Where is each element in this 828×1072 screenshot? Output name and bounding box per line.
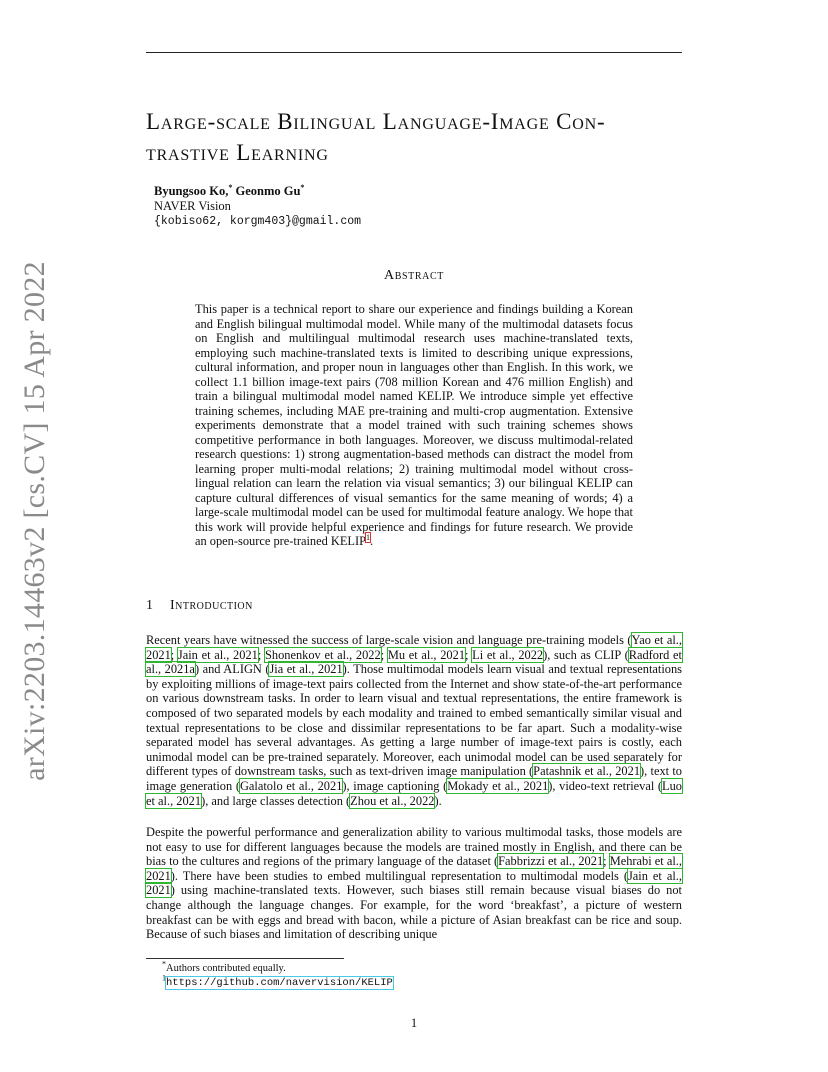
citation-link[interactable]: Luo et al., 2021 [146,778,683,808]
text-run: ). Those multimodal models learn visual and textual representations by exploiting millions of image-text pairs collected from the Internet and show state-of-the-art performance on various downstream tasks. In order to learn visual and textual representations, the entire framework is composed of two separated models by each modality and trained to embed semantically similar visual and textual representations to be close and dissimilar representations to be far apart. Such a modality-wise separated model has several advantages. As getting a large number of image-text pairs is costly, each unimodal model can be pre-trained separately. Moreover, each unimodal model can be used separately for different types of downstream tasks, such as text-driven image manipulation ( [146,662,682,779]
text-run: ), and large classes detection ( [201,793,351,808]
text-run: ; [257,647,265,662]
citation-link[interactable]: Galatolo et al., 2021 [239,778,343,793]
footnote-star-mark: * [162,959,166,969]
intro-paragraph-2 [146,825,682,942]
abstract-end: . [370,534,374,548]
text-run: Recent years have witnessed the success of large-scale vision and language pre-training models ( [146,633,632,647]
paper-title: Large-scale Bilingual Language-Image Con- trastive Learning [146,109,606,165]
arxiv-id-text: arXiv:2203.14463v2 [cs.CV] 15 Apr 2022 [18,261,51,781]
footnote-1-mark: 1 [162,973,166,983]
text-run: ), image captioning ( [342,778,448,793]
citation-link[interactable]: Patashnik et al., 2021 [533,764,641,779]
author-names [154,184,554,199]
author-block [154,184,554,229]
text-run: ; [170,647,178,662]
text-run: ). [434,793,442,808]
citation-link[interactable]: Yao et al., 2021 [146,633,682,662]
top-rule [146,52,682,53]
text-run: ), video-text retrieval ( [548,778,663,793]
text-run: Despite the powerful performance and generalization ability to various multimodal tasks, those models are not easy to use for different languages because the models are trained mostly in English, and there can be bias to the cultures and regions of the primary language of the dataset ( [146,825,682,869]
affiliation: NAVER Vision [154,199,231,213]
arxiv-side-stamp [12,261,58,781]
page-number: 1 [410,1016,418,1030]
citation-link[interactable]: Jain et al., 2021 [146,868,683,898]
text-run: ; [380,647,388,662]
author-email: {kobiso62, korgm403}@gmail.com [154,215,362,228]
citation-link[interactable]: Radford et al., 2021a [146,647,682,677]
footnote-1 [162,973,662,990]
citation-link[interactable]: Mehrabi et al., 2021 [146,854,682,883]
text-run: ) using machine-translated texts. However, such biases still remain because visual biases do not change although the language changes. For example, for the word ‘breakfast’, a picture of western breakfast can be with eggs and bread with bacon, while a picture of Asian breakfast can be rice and soup. Because of such biases and limitation of describing unique [146,883,682,942]
text-run: ) and ALIGN ( [194,662,270,677]
author-2: Geonmo Gu [232,184,301,198]
citation-link[interactable]: Shonenkov et al., 2022 [264,647,381,662]
section-title: Introduction [170,598,253,613]
text-run: ), such as CLIP ( [543,647,629,662]
intro-paragraph-1 [146,633,682,808]
text-run: ), text to image generation ( [146,764,682,793]
citation-link[interactable]: Li et al., 2022 [472,647,544,662]
footnote-equal-contribution [162,959,662,976]
section-number: 1 [146,598,154,613]
equal-contribution-mark-2: * [300,182,305,192]
footnote-link-1[interactable]: 1 [366,532,370,542]
equal-contribution-mark-1: * [228,182,233,192]
citation-link[interactable]: Fabbrizzi et al., 2021 [498,854,604,869]
text-run: ; [465,647,473,662]
text-run: ). There have been studies to embed multilingual representation to multimodal models ( [170,868,628,883]
citation-link[interactable]: Jain et al., 2021 [177,647,258,662]
footnote-rule [146,958,344,959]
citation-link[interactable]: Mu et al., 2021 [387,647,466,662]
footnotes [162,959,662,990]
citation-link[interactable]: Zhou et al., 2022 [350,793,435,808]
text-run: ; [603,854,610,869]
abstract-body: This paper is a technical report to share our experience and findings building a Korean and English bilingual multimodal model. While many of the multimodal datasets focus on English and multilingual multimodal research uses machine-translated texts, employing such machine-translated texts is limited to describing unique expressions, cultural information, and proper noun in languages other than English. In this work, we collect 1.1 billion image-text pairs (708 million Korean and 476 million English) and train a bilingual multimodal model named KELIP. We introduce simple yet effective training schemes, including MAE pre-training and multi-crop augmentation. Extensive experiments demonstrate that a model trained with such training schemes shows competitive performance in both languages. Moreover, we discuss multimodal-related research questions: 1) strong augmentation-based methods can distract the model from learning proper multi-modal relations; 2) training multimodal model without cross-lingual relation can learn the relation via visual semantics; 3) our bilingual KELIP can capture cultural differences of visual semantics for the same meaning of words; 4) a large-scale multimodal model can be used for multimodal feature analogy. We hope that this work will provide helpful experience and findings for future research. We provide an open-source pre-trained KELIP [195,302,633,548]
section-heading-introduction [146,598,682,614]
author-1: Byungsoo Ko, [154,184,229,198]
kelip-github-link[interactable]: https://github.com/navervision/KELIP [166,977,393,989]
citation-link[interactable]: Mokady et al., 2021 [447,778,549,793]
abstract-heading: Abstract [384,268,444,283]
footnote-star-text: Authors contributed equally. [166,963,286,974]
abstract-text [195,302,633,549]
citation-link[interactable]: Jia et al., 2021 [269,662,343,677]
